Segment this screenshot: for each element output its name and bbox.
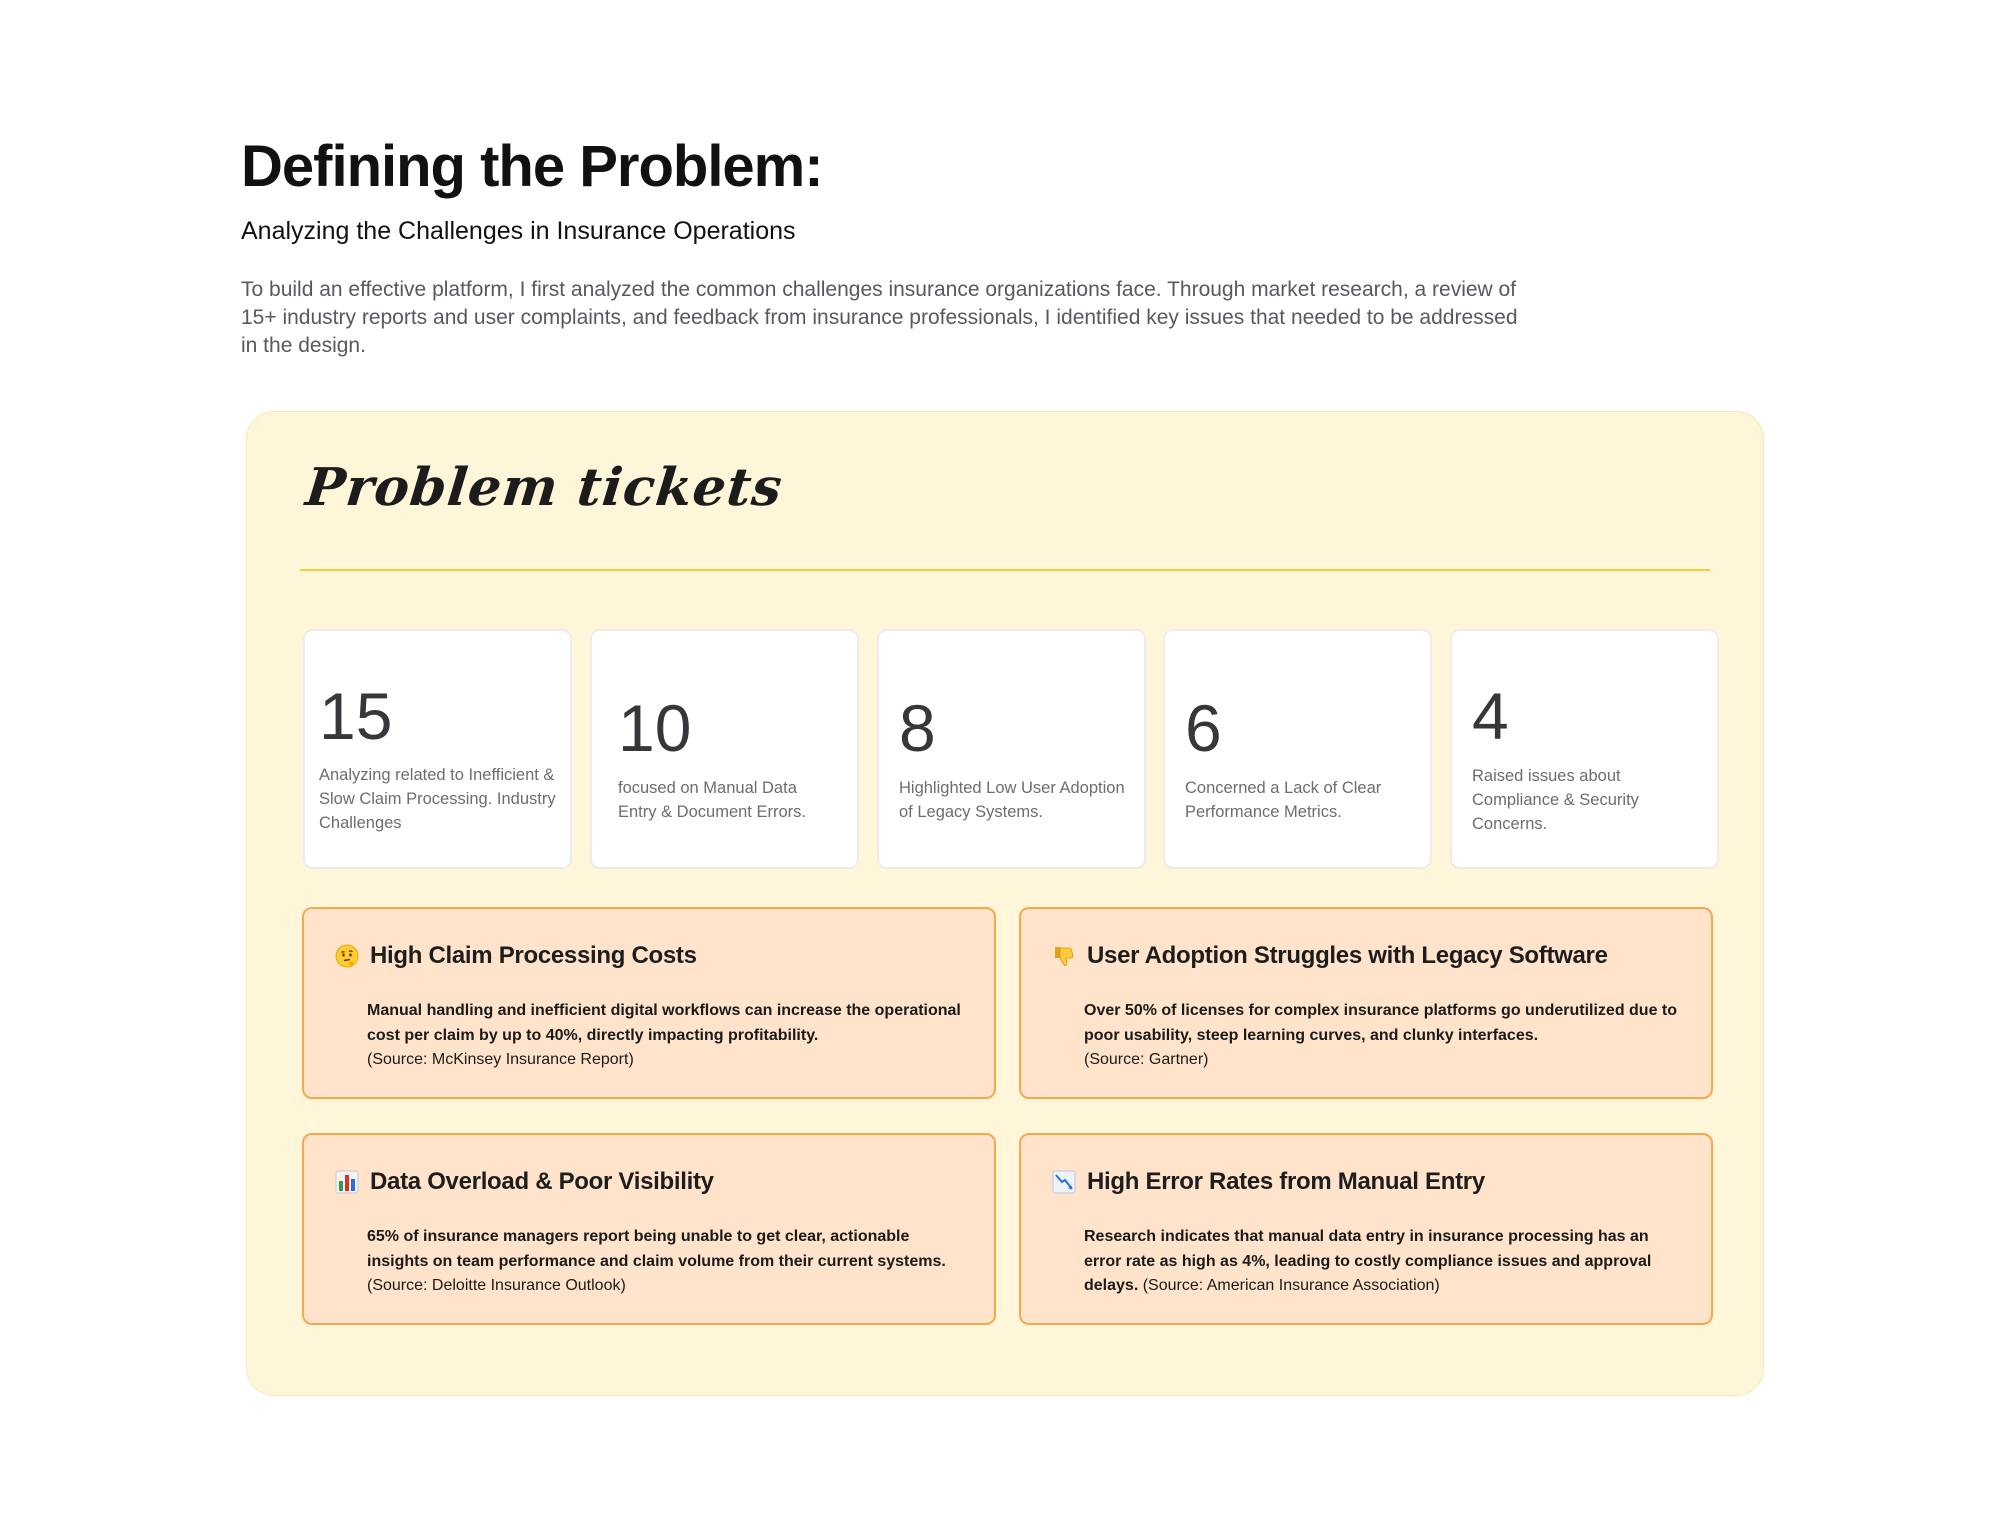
issue-body [1084,1225,1684,1299]
stat-number: 8 [899,691,936,765]
issue-source: (Source: American Insurance Association) [1142,1277,1440,1294]
issue-source: (Source: McKinsey Insurance Report) [367,1051,634,1068]
issue-header [334,1168,714,1196]
intro-paragraph: To build an effective platform, I first analyzed the common challenges insurance organizations face. Through market research, a review of 15+ industry reports and user complaints, and feedback from insurance professionals, I identified key issues that needed to be addressed in the design. [241,278,1518,357]
thumbs-down-icon [1051,943,1077,969]
issue-title: High Error Rates from Manual Entry [1087,1168,1485,1195]
stat-number: 4 [1472,679,1509,753]
issue-body-text: Over 50% of licenses for complex insurance platforms go underutilized due to poor usability, steep learning curves, and clunky interfaces. [1084,1002,1678,1044]
panel-divider [300,569,1710,571]
issue-header [334,942,697,970]
issue-card [302,907,996,1099]
issue-body [1084,999,1684,1073]
issue-title: User Adoption Struggles with Legacy Software [1087,942,1608,969]
stat-description: Highlighted Low User Adoption of Legacy Systems. [899,779,1125,821]
issue-title: High Claim Processing Costs [370,942,697,969]
issue-source: (Source: Gartner) [1084,1051,1209,1068]
page-title: Defining the Problem: [241,134,823,199]
issue-card [1019,907,1713,1099]
page-subtitle: Analyzing the Challenges in Insurance Operations [241,217,796,245]
issue-source: (Source: Deloitte Insurance Outlook) [367,1277,626,1294]
panel-title: Problem tickets [302,457,786,518]
stat-description: focused on Manual Data Entry & Document Errors. [618,779,806,821]
issue-card [302,1133,996,1325]
issue-body-text: 65% of insurance managers report being unable to get clear, actionable insights on team performance and claim volume from their current systems. [367,1228,946,1270]
issue-body [367,999,967,1073]
issue-body-text: Manual handling and inefficient digital workflows can increase the operational cost per claim by up to 40%, directly impacting profitability. [367,1002,961,1044]
issue-body [367,1225,967,1299]
bar-chart-icon [334,1169,360,1195]
issue-card [1019,1133,1713,1325]
stat-card [1450,629,1719,869]
issue-header [1051,1168,1485,1196]
stat-card [590,629,859,869]
issue-header [1051,942,1608,970]
stat-number: 10 [618,691,692,765]
stat-card [877,629,1146,869]
problem-tickets-panel [246,411,1764,1396]
stat-number: 6 [1185,691,1222,765]
stat-card [303,629,572,869]
thinking-face-icon [334,943,360,969]
issue-body-text: Research indicates that manual data entry in insurance processing has an error rate as high as 4%, leading to costly compliance issues and approval delays. [1084,1228,1652,1294]
stat-description: Raised issues about Compliance & Security Concerns. [1472,767,1639,833]
stat-description: Analyzing related to Inefficient & Slow Claim Processing. Industry Challenges [319,766,556,832]
stat-number: 15 [319,679,393,753]
stat-description: Concerned a Lack of Clear Performance Metrics. [1185,779,1382,821]
chart-decreasing-icon [1051,1169,1077,1195]
stat-card [1163,629,1432,869]
issue-title: Data Overload & Poor Visibility [370,1168,714,1195]
